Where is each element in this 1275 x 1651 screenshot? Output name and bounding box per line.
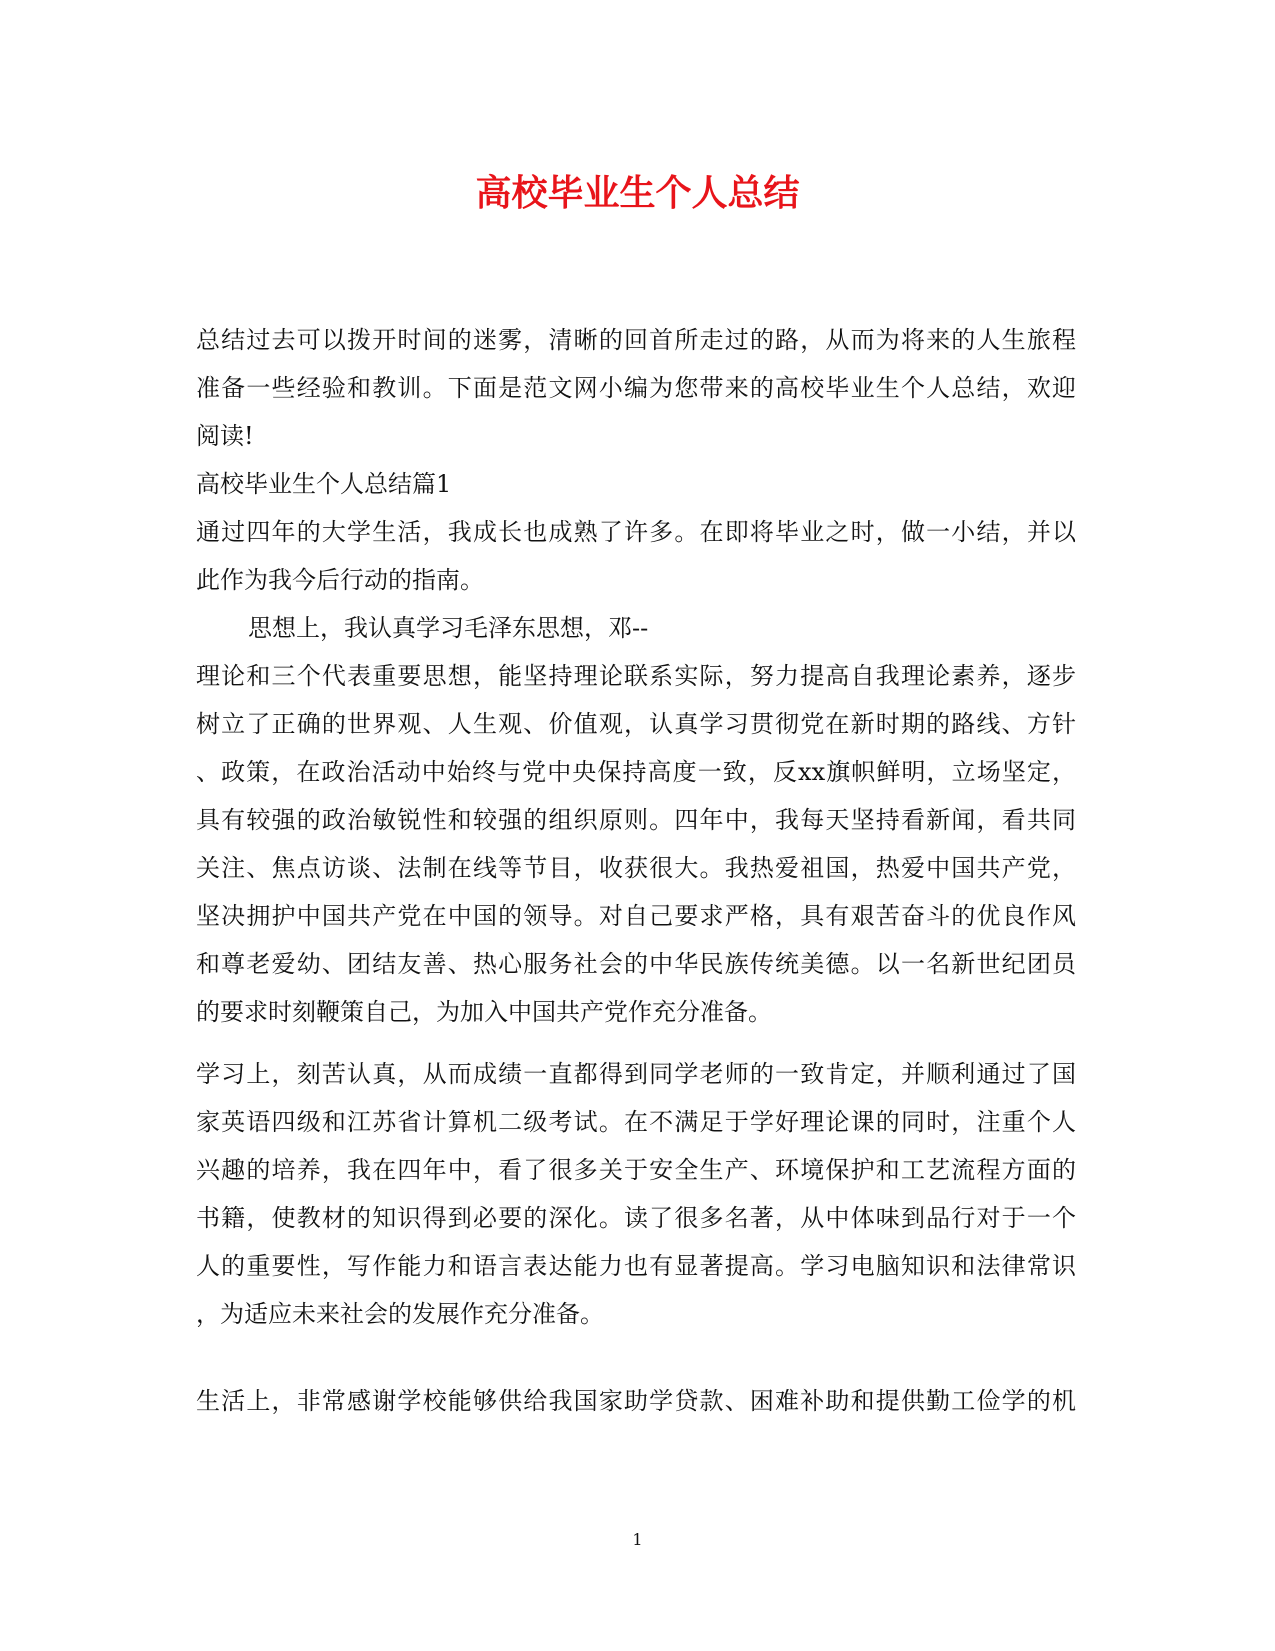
- text-line: 此作为我今后行动的指南。: [196, 566, 484, 594]
- page-number: 1: [632, 1530, 643, 1549]
- intro-paragraph: [196, 316, 1076, 1036]
- text-line: 学习上，刻苦认真，从而成绩一直都得到同学老师的一致肯定，并顺利通过了国: [196, 1060, 1076, 1088]
- text-line: 生活上，非常感谢学校能够供给我国家助学贷款、困难补助和提供勤工俭学的机: [196, 1387, 1076, 1415]
- text-line: 人的重要性，写作能力和语言表达能力也有显著提高。学习电脑知识和法律常识: [196, 1252, 1076, 1280]
- text-line: 思想上，我认真学习毛泽东思想，邓--: [248, 614, 649, 642]
- text-line: 关注、焦点访谈、法制在线等节目，收获很大。我热爱祖国，热爱中国共产党，: [196, 854, 1076, 882]
- document-title: 高校毕业生个人总结: [475, 172, 800, 214]
- text-line: 兴趣的培养，我在四年中，看了很多关于安全生产、环境保护和工艺流程方面的: [196, 1156, 1076, 1184]
- text-line: 阅读!: [196, 422, 254, 450]
- text-line: 准备一些经验和教训。下面是范文网小编为您带来的高校毕业生个人总结，欢迎: [196, 374, 1076, 402]
- text-line: 家英语四级和江苏省计算机二级考试。在不满足于学好理论课的同时，注重个人: [196, 1108, 1076, 1136]
- section-heading: 高校毕业生个人总结篇1: [196, 470, 452, 498]
- text-line: 理论和三个代表重要思想，能坚持理论联系实际，努力提高自我理论素养，逐步: [196, 662, 1076, 690]
- text-line: 具有较强的政治敏锐性和较强的组织原则。四年中，我每天坚持看新闻，看共同: [196, 806, 1076, 834]
- text-line: 通过四年的大学生活，我成长也成熟了许多。在即将毕业之时，做一小结，并以: [196, 518, 1076, 546]
- text-line: 的要求时刻鞭策自己，为加入中国共产党作充分准备。: [196, 998, 772, 1026]
- text-line: 、政策，在政治活动中始终与党中央保持高度一致，反xx旗帜鲜明，立场坚定，: [196, 758, 1076, 786]
- study-paragraph: [196, 1050, 1076, 1338]
- text-line: 和尊老爱幼、团结友善、热心服务社会的中华民族传统美德。以一名新世纪团员: [196, 950, 1076, 978]
- text-line: 总结过去可以拨开时间的迷雾，清晰的回首所走过的路，从而为将来的人生旅程: [196, 326, 1076, 354]
- text-line: 书籍，使教材的知识得到必要的深化。读了很多名著，从中体味到品行对于一个: [196, 1204, 1076, 1232]
- text-line: 树立了正确的世界观、人生观、价值观，认真学习贯彻党在新时期的路线、方针: [196, 710, 1076, 738]
- text-line: 坚决拥护中国共产党在中国的领导。对自己要求严格，具有艰苦奋斗的优良作风: [196, 902, 1076, 930]
- life-paragraph: [196, 1377, 1076, 1425]
- text-line: ，为适应未来社会的发展作充分准备。: [196, 1300, 604, 1328]
